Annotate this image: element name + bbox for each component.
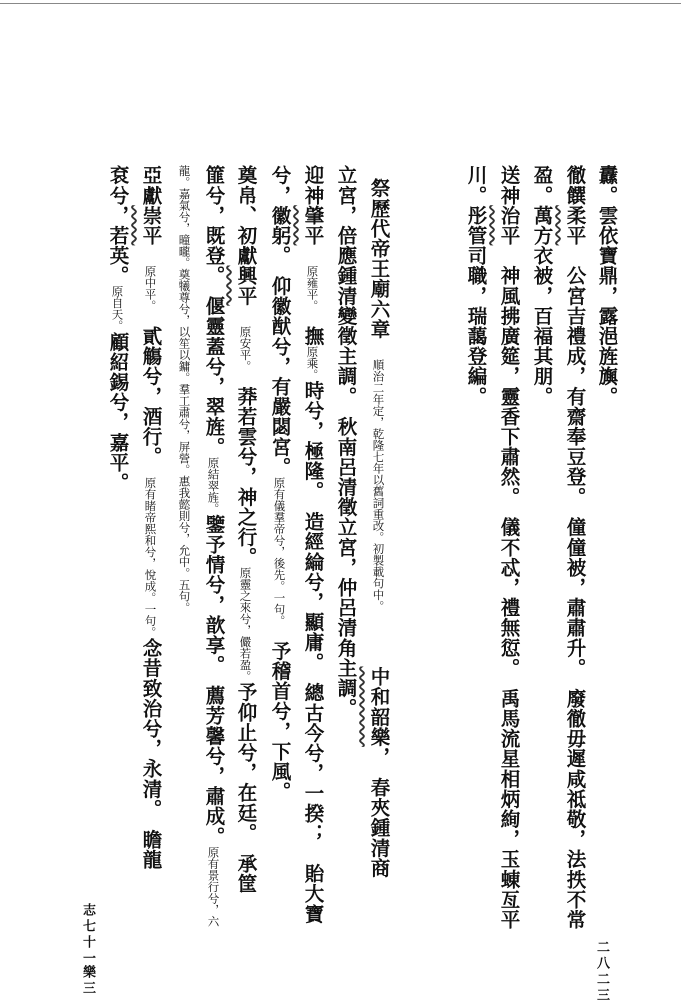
text-column: [336, 165, 356, 718]
body-text: 予仰止兮，在廷。 承筐: [234, 682, 258, 894]
music-title: 中和韶樂: [367, 666, 391, 747]
text-column: [565, 165, 585, 929]
body-text: [368, 606, 391, 666]
text-column: [236, 165, 256, 893]
annotation-note: 原有景行兮，六: [206, 846, 221, 927]
body-text: 徹饌: [563, 165, 587, 206]
body-text: 川。彤管司職，瑞藹登編。: [464, 165, 488, 407]
body-text: 纛。雲依寶鼎，露浥旌旟。: [595, 165, 619, 407]
body-text: [302, 245, 325, 265]
section-title-column: [369, 178, 389, 878]
text-column: [303, 165, 323, 924]
text-column: [108, 165, 128, 492]
annotation-note: 原自天。: [110, 285, 125, 332]
chapter-label: 志七十一: [80, 903, 95, 967]
body-text: 神風拂廣筵，靈香下肅然。 儀不忒，禮無愆。 禹馬流星相炳絢，玉蝀亙平: [497, 245, 521, 930]
annotation-note: 龍。嘉氣兮，曈曨。奠犧尊兮，以笙以鏞。羣工肅兮，屏營。惠我懿則兮，允中。五句。: [177, 165, 192, 614]
annotation-note: 原靈之來兮，儼若盈。: [238, 567, 253, 683]
page-number: 二八二三: [594, 940, 609, 1004]
body-text: [140, 245, 163, 265]
body-text: 莽若雲兮，神之行。: [234, 366, 258, 568]
body-text: 送神: [497, 165, 521, 206]
annotation-note: 原結翠旌。: [206, 456, 221, 515]
text-column: [597, 165, 617, 406]
top-border-line: [0, 3, 681, 4]
text-column: [141, 165, 161, 869]
body-text: 顧紹錫兮，嘉平。: [106, 331, 130, 493]
music-title: 肇平: [301, 205, 325, 246]
body-text: 袞兮，若英。: [106, 165, 130, 286]
annotation-note: 原中平。: [143, 265, 158, 306]
body-text: 篚兮，既登。 偃靈蓋兮，翠旌。: [202, 165, 226, 457]
body-text: 公宮吉禮成，有齋奉豆登。 僮僮被，肅肅升。 廢徹毋遲咸祗敬，法抶不常: [563, 245, 587, 930]
body-text: [235, 306, 258, 326]
body-text: 時兮，極隆。 造經綸兮，顯庸。 總古今兮，一揆； 貽大寶: [301, 380, 325, 924]
body-text: 亞獻: [139, 165, 163, 206]
body-text: ， 春夾鍾清商: [367, 746, 391, 878]
annotation-note: 原乘。: [305, 345, 320, 381]
section-label: 樂三: [80, 965, 95, 997]
annotation-note: 原雍平。: [305, 265, 320, 306]
text-column: [175, 165, 195, 614]
body-text: 奠帛、初獻: [234, 165, 258, 266]
annotation-note: 原有睹帝熙和兮，悅成。一句。: [143, 476, 158, 638]
body-text: 念昔致治兮，永清。 瞻龍: [139, 637, 163, 870]
annotation-note: 原安平。: [238, 325, 253, 367]
text-column: [270, 165, 290, 802]
annotation-note: 原有儀羣帝兮，後先。一句。: [272, 476, 287, 621]
music-title: 治平: [497, 205, 521, 246]
body-text: 祭歷代帝王廟六章: [367, 178, 391, 359]
music-title: 柔平: [563, 205, 587, 246]
body-text: 貳觴兮，酒行。: [139, 305, 163, 477]
music-title: 興平: [234, 265, 258, 306]
text-column: [532, 165, 552, 406]
music-title: 崇平: [139, 205, 163, 246]
annotation-note: 順治二年定，乾隆七年以舊詞重改。初製載句中。: [371, 358, 386, 607]
body-text: 迎神: [301, 165, 325, 206]
body-text: 予稽首兮，下風。: [268, 620, 292, 802]
text-column: [466, 165, 486, 406]
text-column: [499, 165, 519, 929]
body-text: 撫: [301, 305, 325, 346]
body-text: 兮，徽躬。 仰徽猷兮，有嚴閟宮。: [268, 165, 292, 477]
body-text: 鑒予情兮，歆享。 薦芳馨兮，肅成。: [202, 514, 226, 847]
text-column: [204, 165, 224, 927]
body-text: 立宮，倍應鍾清變徵主調。 秋南呂清徵立宮，仲呂清角主調。: [334, 165, 358, 719]
body-text: 盈。萬方衣被，百福其朋。: [530, 165, 554, 407]
